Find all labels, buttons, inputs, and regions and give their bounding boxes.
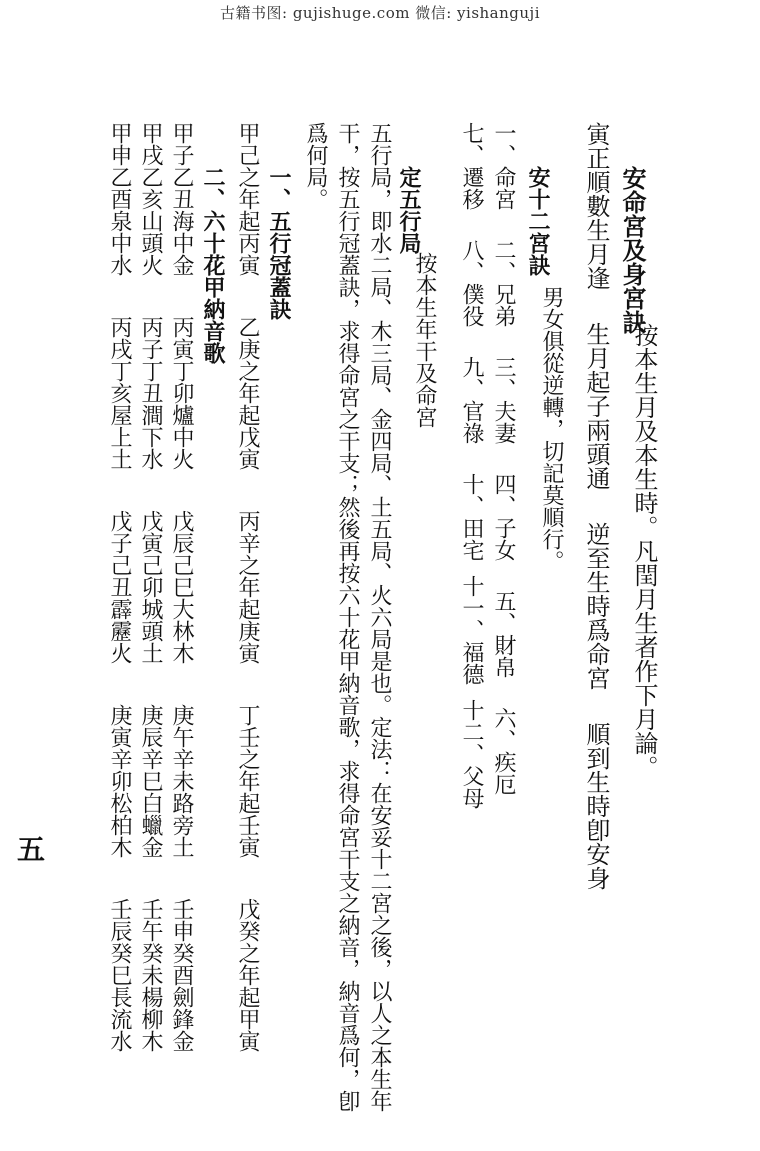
guan-gai-verse	[236, 122, 258, 1052]
guan-gai-item: 甲己之年起丙寅	[235, 122, 260, 276]
guan-gai-item: 戊癸之年起甲寅	[235, 898, 260, 1052]
na-yin-item: 丙寅丁卯爐中火	[169, 316, 194, 470]
section-note-ming-shen: 按本生月及本生時。凡閏月生者作下月論。	[630, 323, 658, 779]
palace-item: 十、田宅	[459, 473, 484, 561]
guan-gai-item: 乙庚之年起戊寅	[235, 316, 260, 470]
watermark-text: 古籍书图: gujishuge.com 微信: yishanguji	[220, 4, 540, 22]
palace-item: 二、兄弟	[491, 239, 516, 327]
section-title-five-element-bureau: 定五行局	[396, 166, 422, 254]
guan-gai-item: 丁壬之年起壬寅	[235, 704, 260, 858]
section-title-twelve-palaces: 安十二宮訣	[525, 166, 551, 276]
verse-line-1	[584, 122, 608, 890]
na-yin-item: 戊辰己巳大林木	[169, 510, 194, 664]
na-yin-item: 丙子丁丑澗下水	[138, 316, 163, 470]
section-title-na-yin: 二、六十花甲納音歌	[200, 166, 226, 364]
na-yin-item: 壬申癸酉劍鋒金	[169, 898, 194, 1052]
na-yin-item: 庚辰辛巳白蠟金	[138, 704, 163, 858]
na-yin-column-2	[139, 122, 161, 1052]
palace-item: 四、子女	[491, 473, 516, 561]
palace-item: 十一、福德	[459, 575, 484, 685]
na-yin-column-1	[170, 122, 192, 1052]
palace-item: 七、遷移	[459, 122, 484, 210]
palace-item: 五、財帛	[491, 590, 516, 678]
palace-row-1	[492, 122, 514, 795]
na-yin-item: 庚寅辛卯松柏木	[107, 704, 132, 858]
palace-item: 六、疾厄	[491, 707, 516, 795]
na-yin-item: 壬辰癸巳長流水	[107, 898, 132, 1052]
na-yin-item: 戊寅己卯城頭土	[138, 510, 163, 664]
section-title-ming-shen: 安命宮及身宮訣	[618, 166, 647, 334]
section-note-five-element-bureau: 按本生年干及命宮	[412, 252, 437, 428]
paragraph-line-3: 爲何局。	[303, 122, 328, 210]
na-yin-item: 甲戌乙亥山頭火	[138, 122, 163, 276]
paragraph-line-2: 干，按五行冠蓋訣，求得命宮之干支；然後再按六十花甲納音歌，求得命宮干支之納音，納音爲何，卽	[335, 122, 360, 1112]
na-yin-item: 甲子乙丑海中金	[169, 122, 194, 276]
palace-item: 八、僕役	[459, 239, 484, 327]
verse-segment-d: 順到生時卽安身	[582, 722, 610, 890]
na-yin-column-3	[108, 122, 130, 1052]
verse-segment-a: 寅正順數生月逢	[582, 122, 610, 290]
guan-gai-item: 丙辛之年起庚寅	[235, 510, 260, 664]
na-yin-item: 庚午辛未路旁土	[169, 704, 194, 858]
palace-item: 三、夫妻	[491, 356, 516, 444]
palace-item: 十二、父母	[459, 699, 484, 809]
verse-segment-b: 生月起子兩頭通	[582, 322, 610, 490]
section-note-twelve-palaces: 男女俱從逆轉，切記莫順行。	[539, 286, 564, 572]
palace-item: 一、命宮	[491, 122, 516, 210]
palace-item: 九、官祿	[459, 356, 484, 444]
verse-segment-c: 逆至生時爲命宮	[582, 522, 610, 690]
paragraph-line-1: 五行局，即水二局、木三局、金四局、土五局、火六局是也。定法：在安妥十二宮之後，以人之本生年	[367, 122, 392, 1112]
section-title-guan-gai: 一、五行冠蓋訣	[266, 166, 292, 320]
na-yin-item: 丙戌丁亥屋上土	[107, 316, 132, 470]
na-yin-item: 戊子己丑霹靂火	[107, 510, 132, 664]
na-yin-item: 壬午癸未楊柳木	[138, 898, 163, 1052]
page-number: 五	[17, 833, 46, 866]
na-yin-item: 甲申乙酉泉中水	[107, 122, 132, 276]
palace-row-2	[460, 122, 482, 809]
